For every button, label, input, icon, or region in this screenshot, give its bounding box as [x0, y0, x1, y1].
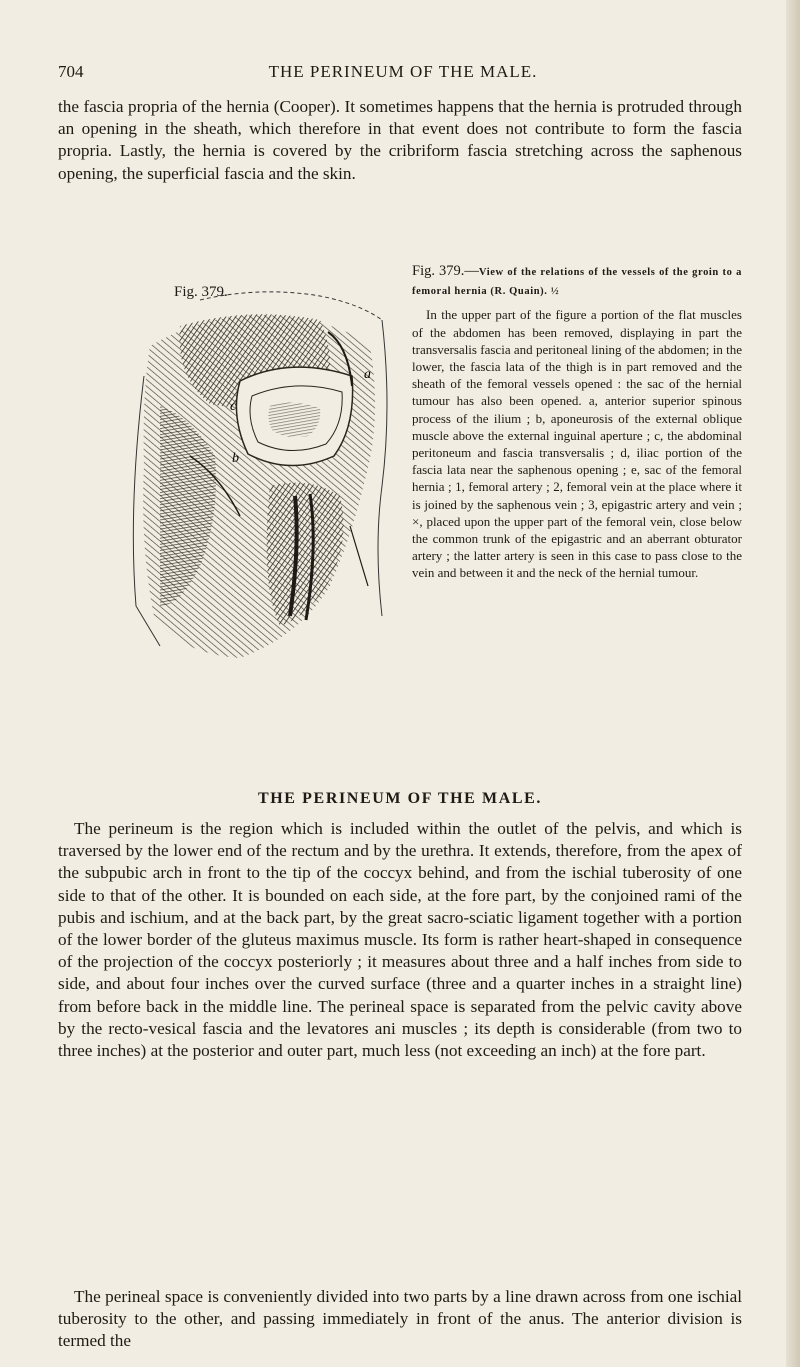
caption-source: (R. Quain). ½	[487, 286, 560, 298]
figure-caption	[412, 262, 742, 582]
label-c: c	[230, 399, 237, 414]
body-paragraph: The perineal space is conveniently divided into two parts by a line drawn across from one ischial tuberosity to the other, and passing immediately in front of the anus. The anterior division is termed the	[58, 1287, 742, 1351]
page-header	[58, 62, 748, 86]
groin-engraving	[120, 286, 400, 664]
running-title: THE PERINEUM OF THE MALE.	[268, 62, 538, 81]
anatomical-illustration	[120, 286, 400, 664]
caption-title-block	[412, 262, 742, 300]
caption-title: View of the relations of the vessels of the groin to a femoral hernia	[412, 267, 743, 298]
body-paragraph: The perineum is the region which is included within the outlet of the pelvis, and which is traversed by the lower end of the rectum and by the urethra. It extends, therefore, from the apex of the subpubic arch in front to the tip of the coccyx behind, and from the ischial tuberosity of one side to that of the other. It is bounded on each side, at the fore part, by the conjoined rami of the pubis and ischium, and at the back part, by the great sacro-sciatic ligament together with a portion of the lower border of the gluteus maximus muscle. Its form is rather heart-shaped in consequence of the projection of the coccyx posteriorly ; it measures about three and a half inches from side to side, and about four inches over the curved surface (three and a quarter inches in a straight line) from before back in the middle line. The perineal space is separated from the pelvic cavity above by the recto-vesical fascia and the levatores ani muscles ; its depth is considerable (from two to three inches) at the posterior and outer part, much less (not exceeding an inch) at the fore part.	[58, 819, 742, 1061]
page-edge-shadow	[786, 0, 800, 1367]
intro-paragraph: the fascia propria of the hernia (Cooper). It sometimes happens that the hernia is protruded through an opening in the sheath, which therefore in that event does not contribute to form the fascia propria. Lastly, the hernia is covered by the cribriform fascia stretching across the saphenous opening, the superficial fascia and the skin.	[58, 97, 742, 183]
page-number: 704	[58, 62, 84, 81]
figure-label: Fig. 379.	[174, 284, 228, 300]
label-b: b	[232, 451, 239, 466]
section-heading: THE PERINEUM OF THE MALE.	[257, 790, 543, 807]
label-a: a	[364, 367, 371, 382]
caption-lead: Fig. 379.—	[412, 263, 479, 279]
caption-body: In the upper part of the figure a portion of the flat muscles of the abdomen has been removed, displaying in part the transversalis fascia and peritoneal lining of the abdomen; in the lower, the fascia lata of the thigh is in part removed and the sheath of the femoral vessels opened : the sac of the hernial tumour has also been opened. a, anterior superior spinous process of the ilium ; b, aponeurosis of the external oblique muscle above the external inguinal aperture ; c, the abdominal peritoneum and fascia transversalis ; d, iliac portion of the fascia lata near the saphenous opening ; e, sac of the femoral hernia ; 1, femoral artery ; 2, femoral vein at the place where it is joined by the saphenous vein ; 3, epigastric artery and vein ; ×, placed upon the upper part of the femoral vein, close below the common trunk of the epigastric and an aberrant obturator artery ; the latter artery is seen in this case to pass close to the vein and between it and the neck of the hernial tumour.	[412, 307, 742, 581]
